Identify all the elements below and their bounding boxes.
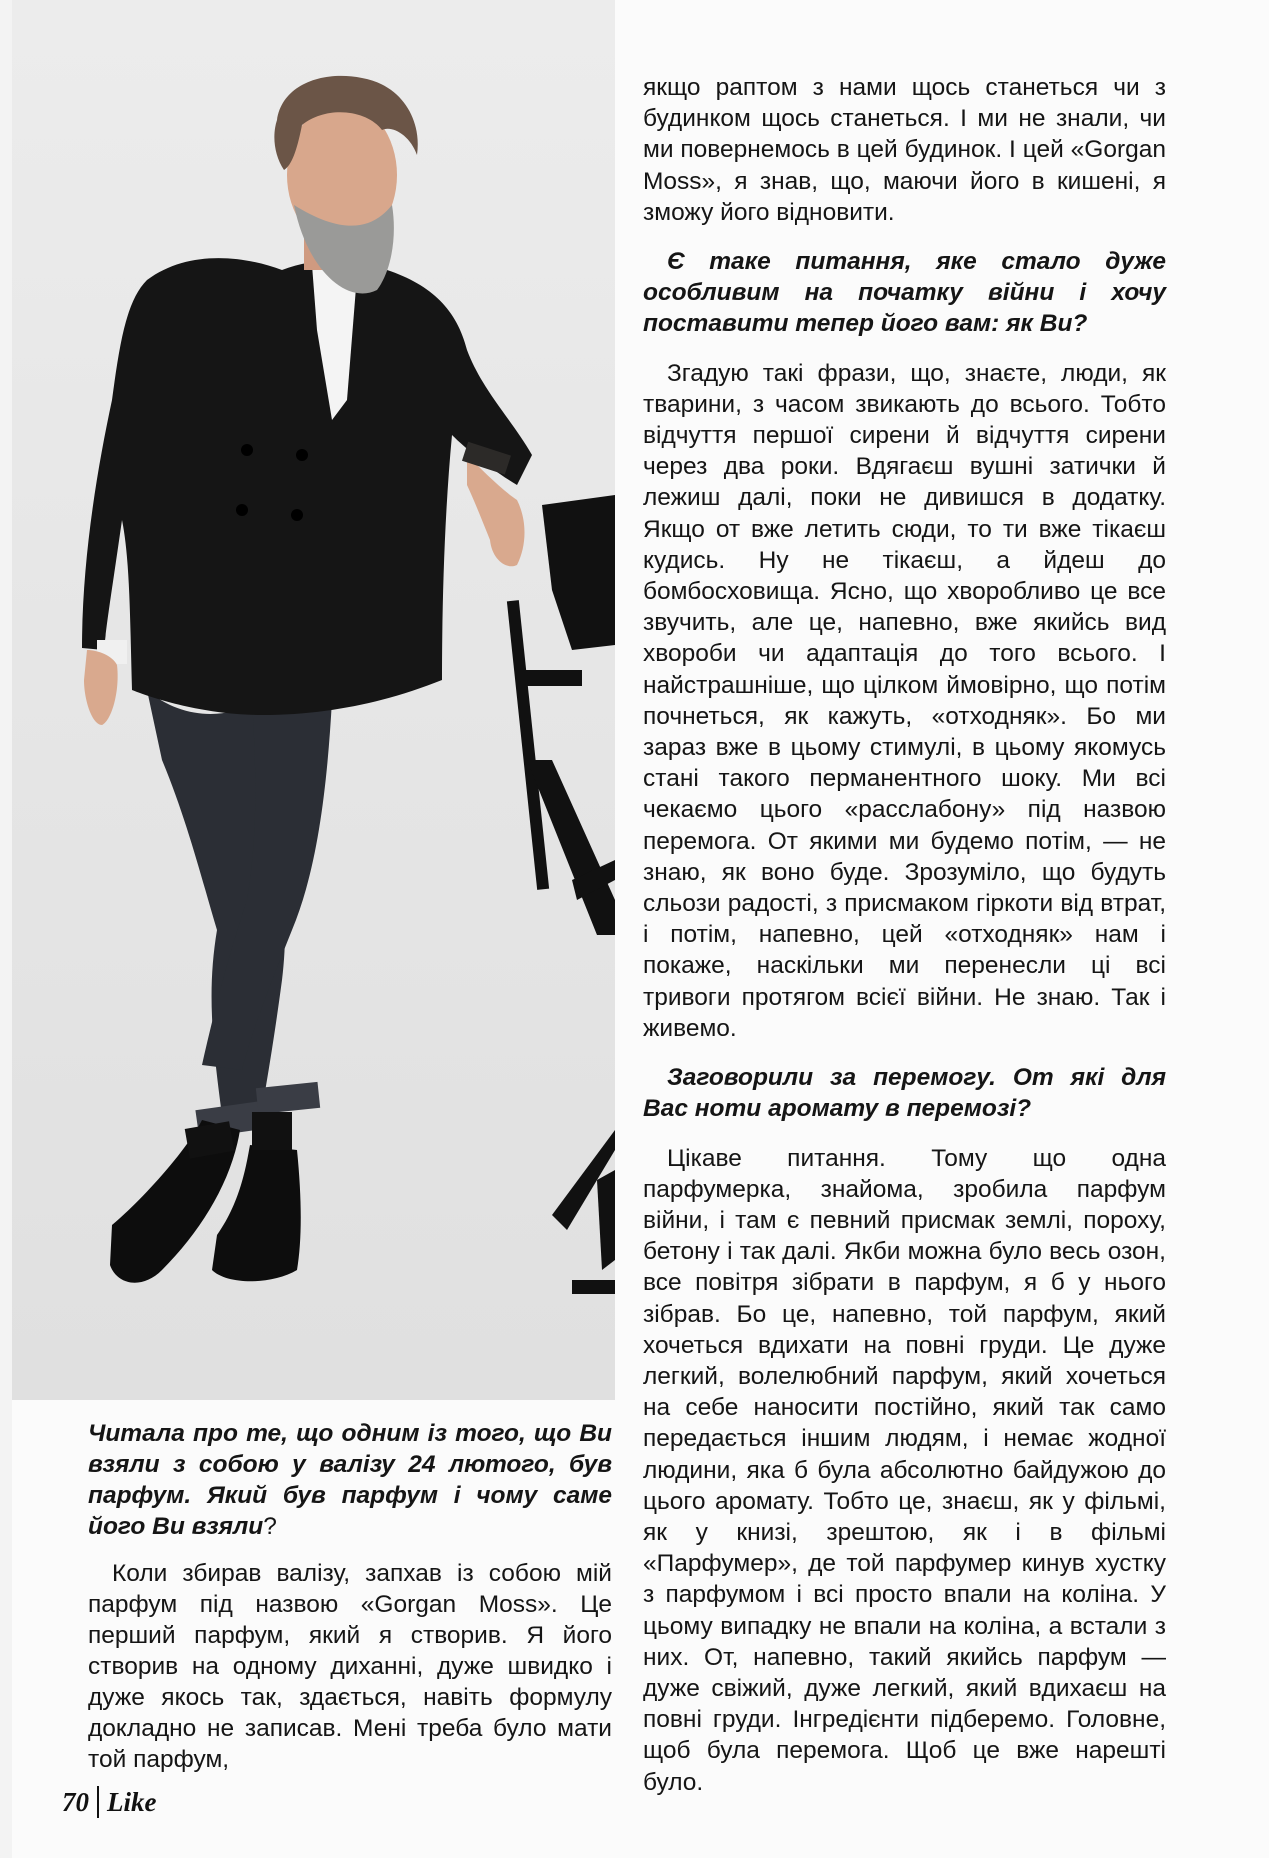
page-footer <box>62 1782 156 1822</box>
left-column <box>88 1418 612 1775</box>
magazine-name: Like <box>107 1786 157 1817</box>
trousers <box>147 690 332 1115</box>
footer-divider <box>97 1786 99 1818</box>
jacket <box>82 258 532 715</box>
portrait-illustration <box>12 0 615 1400</box>
question-how-are-you: Є таке питання, яке стало дуже особливим на початку війни і хочу поставити тепер його вам: як Ви? <box>643 248 1166 338</box>
answer-how-are-you: Згадую такі фрази, що, знаєте, люди, як тварини, з часом звикають до всього. Тобто відчуття першої сирени й відчуття сирени через два роки. Вдягаєш вушні затички й лежиш далі, поки не дивишся в додатку. Якщо от вже летить сюди, то ти вже тікаєш кудись. Ну не тікаєш, а йдеш до бомбосховища. Ясно, що хворобливо це все звучить, але це, напевно, вже якийсь вид хвороби чи адаптація до того всього. І найстрашніше, що цілком ймовірно, що потім почнеться, як кажуть, «отходняк». Бо ми зараз вже в цьому стимулі, в цьому якомусь стані такого перманентного шоку. Ми всі чекаємо цього «расслабону» під назвою перемога. От якими ми будемо потім, — не знаю, як воно буде. Зрозуміло, що будуть сльози радості, з присмаком гіркоти від втрат, і потім, напевно, цей «отходняк» нам і покаже, наскільки ми перенесли ці всі тривоги протягом всієї війни. Не знаю. Так і живемо. <box>643 359 1166 1042</box>
question-perfume-text: Читала про те, що одним із того, що Ви взяли з собою у валізу 24 лютого, був парфум. Який був парфум і чому саме його Ви взяли <box>88 1420 612 1540</box>
director-chair <box>507 495 615 1294</box>
question-victory-notes: Заговорили за перемогу. От які для Вас ноти аромату в перемозі? <box>643 1064 1166 1123</box>
answer-perfume-continued: якщо раптом з нами щось станеться чи з будинком щось станеться. І ми не знали, чи ми повернемось в цей будинок. І цей «Gorgan Moss», я знав, що, маючи його в кишені, я зможу його відновити. <box>643 74 1166 226</box>
question-mark: ? <box>263 1513 277 1540</box>
page-number: 70 <box>62 1786 89 1817</box>
right-column <box>643 72 1166 1798</box>
answer-perfume: Коли збирав валізу, запхав із собою мій парфум під назвою «Gorgan Moss». Це перший парфум, який я створив. Я його створив на одному диханні, дуже швидко і дуже якось так, здається, навіть формулу докладно не записав. Мені треба було мати той парфум, <box>88 1560 612 1773</box>
answer-victory-notes: Цікаве питання. Тому що одна парфумерка, знайома, зробила парфум війни, і там є певний присмак землі, пороху, бетону і так далі. Якби можна було весь озон, все повітря зібрати в парфум, я б у нього зібрав. Бо це, напевно, той парфум, який хочеться вдихати на повні груди. Це дуже легкий, волелюбний парфум, який хочеться на себе наносити постійно, який так само передається іншим людям, і немає жодної людини, яка б була абсолютно байдужою до цього аромату. Тобто це, знаєш, як у фільмі, як у книзі, зрештою, як і в фільмі «Парфумер», де той парфумер кинув хустку з парфумом і всі просто впали на коліна. У цьому випадку не впали на коліна, а встали з них. От, напевно, такий якийсь парфум — дуже свіжий, дуже легкий, який вдихаєш на повні груди. Інгредієнти підберемо. Головне, щоб була перемога. Щоб це вже нарешті було. <box>643 1144 1166 1796</box>
page-edge <box>0 0 12 1858</box>
portrait-photo <box>12 0 615 1400</box>
question-perfume <box>88 1418 612 1542</box>
